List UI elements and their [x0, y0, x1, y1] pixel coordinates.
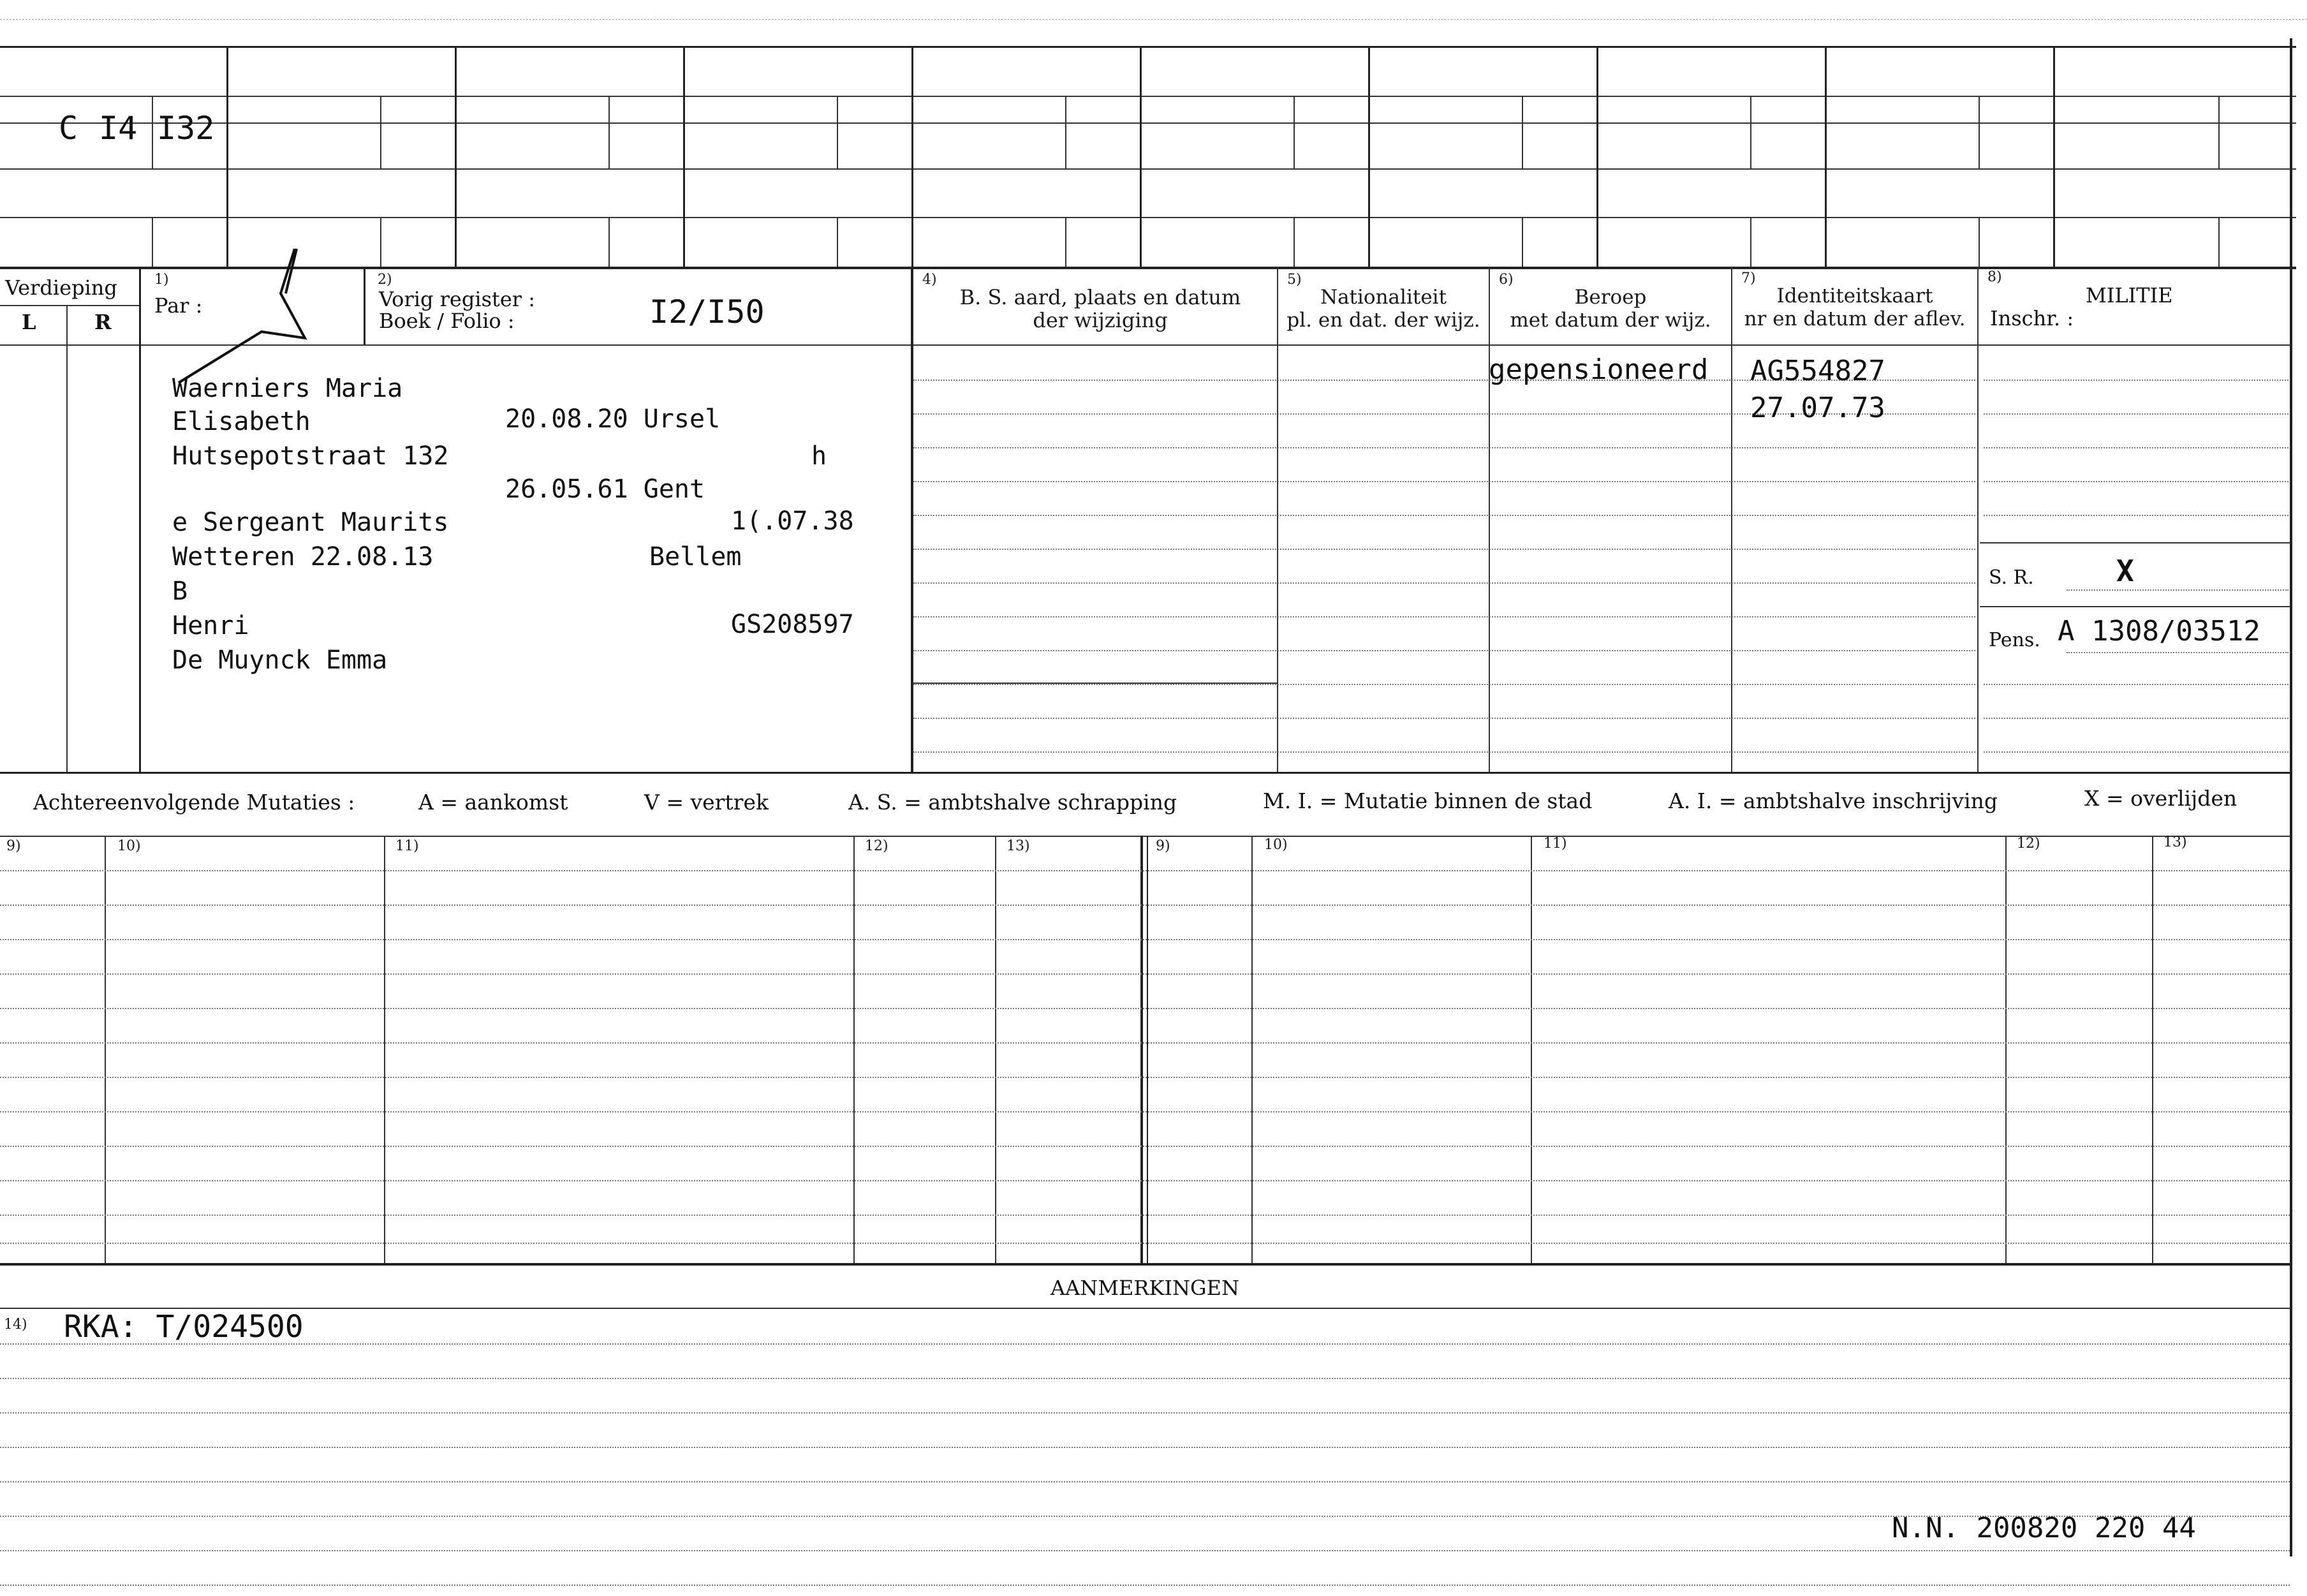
dotted-line	[913, 515, 1975, 516]
grid-vline	[911, 46, 913, 267]
grid-vline	[1368, 46, 1370, 267]
remarks-dotted	[0, 1447, 2290, 1448]
mutation-vline-center	[1140, 836, 1143, 1263]
field-number-6: 6)	[1499, 272, 1514, 288]
mutation-row	[0, 973, 2290, 975]
header-bottom-line	[0, 344, 2290, 346]
top-edge	[0, 19, 2307, 20]
mutation-row	[0, 1243, 2290, 1244]
mutation-header-12b: 12)	[2017, 836, 2040, 852]
field-number-14: 14)	[4, 1317, 27, 1333]
beroep-header-line1: Beroep	[1574, 286, 1647, 309]
verdieping-vline	[66, 305, 68, 772]
field-number-7: 7)	[1741, 270, 1756, 286]
pens-value: A 1308/03512	[2058, 615, 2260, 647]
grid-vline	[380, 217, 381, 267]
date-gent: 26.05.61 Gent	[505, 475, 705, 504]
grid-vline	[1065, 96, 1066, 168]
legend-x: X = overlijden	[2084, 786, 2237, 811]
mutation-vline	[2152, 836, 2153, 1263]
field-number-1: 1)	[154, 272, 169, 288]
dotted-line	[913, 616, 1975, 617]
mutation-row	[0, 1215, 2290, 1216]
grid-vline	[2218, 217, 2220, 267]
grid-vline	[152, 96, 153, 168]
verdieping-underline	[0, 305, 139, 306]
id-header	[1732, 284, 1977, 330]
grid-vline	[226, 46, 228, 267]
card-code-i32: I32	[157, 110, 215, 147]
sr-dotted	[2067, 589, 2289, 591]
militie-dotted	[1984, 380, 2289, 381]
right-border	[2290, 38, 2292, 1556]
grid-vline	[1750, 217, 1751, 267]
field-number-8: 8)	[1987, 269, 2002, 285]
card-code-c: C	[59, 110, 78, 147]
dotted-line	[913, 718, 1975, 719]
mutation-row	[0, 905, 2290, 906]
grid-vline	[1140, 46, 1142, 267]
remarks-title: AANMERKINGEN	[1050, 1276, 1239, 1300]
grid-line	[0, 122, 2296, 124]
beroep-value: gepensioneerd	[1489, 353, 1709, 386]
militie-separator	[1980, 542, 2290, 543]
mutation-vline	[105, 836, 106, 1263]
body-bottom-line	[0, 772, 2290, 774]
sr-label: S. R.	[1989, 566, 2034, 589]
field-number-4: 4)	[922, 272, 937, 288]
legend-title: Achtereenvolgende Mutaties :	[33, 790, 355, 815]
field-number-2: 2)	[378, 272, 392, 288]
mutation-header-10: 10)	[117, 838, 141, 854]
grid-vline	[1294, 96, 1295, 168]
mother-name: De Muynck Emma	[172, 646, 388, 675]
grid-vline	[837, 217, 838, 267]
remarks-dotted	[0, 1412, 2290, 1414]
grid-vline	[1750, 96, 1751, 168]
pens-dotted	[2067, 652, 2289, 653]
grid-vline	[1979, 96, 1980, 168]
mutation-vline	[1531, 836, 1532, 1263]
militie-dotted	[1984, 684, 2289, 685]
header-vline	[911, 267, 913, 772]
marker-h: h	[811, 441, 827, 471]
beroep-header-line2: met datum der wijz.	[1510, 309, 1711, 332]
signature-mark	[153, 242, 319, 395]
col-r-label: R	[94, 310, 112, 334]
boek-folio-label: Boek / Folio :	[379, 309, 515, 333]
mutation-row	[0, 1042, 2290, 1044]
mutation-row	[0, 1146, 2290, 1147]
grid-line	[0, 96, 2296, 97]
header-vline	[364, 267, 365, 344]
header-vline	[139, 267, 141, 772]
mutation-vline	[1251, 836, 1253, 1263]
col-l-label: L	[22, 310, 36, 334]
grid-vline	[1825, 46, 1827, 267]
grid-line	[0, 267, 2296, 269]
remarks-line	[0, 1308, 2290, 1309]
legend-mi: M. I. = Mutatie binnen de stad	[1263, 788, 1593, 813]
mutation-row	[0, 1180, 2290, 1181]
bs-header-line1: B. S. aard, plaats en datum	[959, 285, 1241, 309]
mutation-vline	[384, 836, 385, 1263]
bs-header-line2: der wijziging	[1033, 308, 1168, 332]
dotted-line	[913, 481, 1975, 482]
grid-vline	[1065, 217, 1066, 267]
grid-vline	[608, 96, 610, 168]
bs-header	[918, 286, 1282, 332]
mutation-header-9b: 9)	[1156, 838, 1170, 854]
header-vline	[1977, 267, 1979, 772]
place-bellem: Bellem	[649, 542, 742, 572]
militie-label: MILITIE	[2086, 283, 2173, 307]
legend-v: V = vertrek	[644, 790, 769, 815]
grid-vline	[1979, 217, 1980, 267]
militie-dotted	[1984, 718, 2289, 719]
mutation-row	[0, 870, 2290, 871]
inschr-label: Inschr. :	[1990, 306, 2074, 330]
militie-dotted	[1984, 413, 2289, 415]
dotted-line	[913, 751, 1975, 753]
spouse-name: e Sergeant Maurits	[172, 508, 449, 537]
militie-dotted	[1984, 481, 2289, 482]
par-label: Par :	[154, 293, 203, 318]
dotted-line	[913, 549, 1975, 550]
dotted-line	[913, 684, 1975, 685]
rka-value: RKA: T/024500	[64, 1309, 304, 1345]
mutation-header-11b: 11)	[1544, 836, 1567, 852]
grid-vline	[380, 96, 381, 168]
spouse-date: 1(.07.38	[731, 506, 854, 536]
remarks-dotted	[0, 1378, 2290, 1379]
dotted-line	[913, 447, 1975, 448]
mutation-row	[0, 1111, 2290, 1112]
sr-value: X	[2116, 554, 2134, 588]
grid-vline	[1596, 46, 1598, 267]
legend-as: A. S. = ambtshalve schrapping	[848, 790, 1177, 815]
militie-separator	[1980, 606, 2290, 607]
mutation-row	[0, 1077, 2290, 1078]
grid-line	[0, 217, 2296, 218]
mutation-row	[0, 1008, 2290, 1009]
dotted-line	[913, 582, 1975, 584]
beroep-header	[1490, 286, 1731, 332]
grid-line	[0, 168, 2296, 170]
mutations-bottom-line	[0, 1263, 2290, 1266]
militie-dotted	[1984, 751, 2289, 753]
father-name: Henri	[172, 611, 249, 640]
legend-ai: A. I. = ambtshalve inschrijving	[1669, 788, 1998, 813]
person-given-name: Elisabeth	[172, 407, 311, 436]
grid-vline	[608, 217, 610, 267]
militie-dotted	[1984, 515, 2289, 516]
gs-number: GS208597	[731, 610, 854, 639]
grid-vline	[1522, 217, 1523, 267]
mutation-header-13: 13)	[1006, 838, 1030, 854]
militie-dotted	[1984, 447, 2289, 448]
mutation-header-13b: 13)	[2163, 834, 2187, 850]
id-date: 27.07.73	[1750, 392, 1885, 424]
remarks-dotted	[0, 1585, 2290, 1586]
mutation-header-11: 11)	[395, 838, 419, 854]
grid-vline	[1522, 96, 1523, 168]
remarks-dotted	[0, 1343, 2290, 1345]
legend-a: A = aankomst	[418, 790, 568, 815]
spouse-birth: Wetteren 22.08.13	[172, 542, 434, 572]
mutations-top-line	[0, 836, 2290, 837]
grid-vline	[2218, 96, 2220, 168]
mutation-header-12: 12)	[865, 838, 888, 854]
mutation-vline	[2005, 836, 2007, 1263]
header-vline	[1489, 267, 1490, 772]
grid-vline	[455, 46, 457, 267]
boek-folio-value: I2/I50	[649, 293, 765, 330]
nationality-header-line1: Nationaliteit	[1320, 286, 1447, 309]
id-header-line2: nr en datum der aflev.	[1744, 307, 1966, 330]
nn-number: N.N. 200820 220 44	[1892, 1512, 2196, 1544]
remarks-dotted	[0, 1481, 2290, 1482]
id-header-line1: Identiteitskaart	[1776, 284, 1933, 307]
bs-separator	[913, 683, 1277, 684]
mutation-vline	[995, 836, 996, 1263]
grid-line	[0, 46, 2296, 48]
mutation-vline	[853, 836, 855, 1263]
grid-vline	[837, 96, 838, 168]
grid-vline	[2053, 46, 2055, 267]
mutation-header-9: 9)	[6, 838, 21, 854]
vorig-register-label: Vorig register :	[379, 287, 536, 311]
mutation-row	[0, 939, 2290, 940]
verdieping-label: Verdieping	[5, 276, 117, 300]
header-vline	[1277, 267, 1278, 772]
field-number-5: 5)	[1287, 272, 1302, 288]
grid-vline	[683, 46, 685, 267]
card-code-i14: I4	[99, 110, 138, 147]
remarks-dotted	[0, 1550, 2290, 1551]
grid-vline	[1294, 217, 1295, 267]
mutation-vline-center2	[1147, 836, 1148, 1263]
nationality-header	[1278, 286, 1489, 332]
mutation-header-10b: 10)	[1264, 837, 1288, 853]
birth-date-place: 20.08.20 Ursel	[505, 404, 721, 434]
pens-label: Pens.	[1989, 629, 2040, 651]
address: Hutsepotstraat 132	[172, 441, 449, 471]
person-name: Waerniers Maria	[172, 374, 403, 403]
header-vline	[1731, 267, 1732, 772]
id-number: AG554827	[1750, 355, 1885, 387]
dotted-line	[913, 650, 1975, 651]
nationality-header-line2: pl. en dat. der wijz.	[1286, 309, 1480, 332]
marker-b: B	[172, 577, 188, 606]
